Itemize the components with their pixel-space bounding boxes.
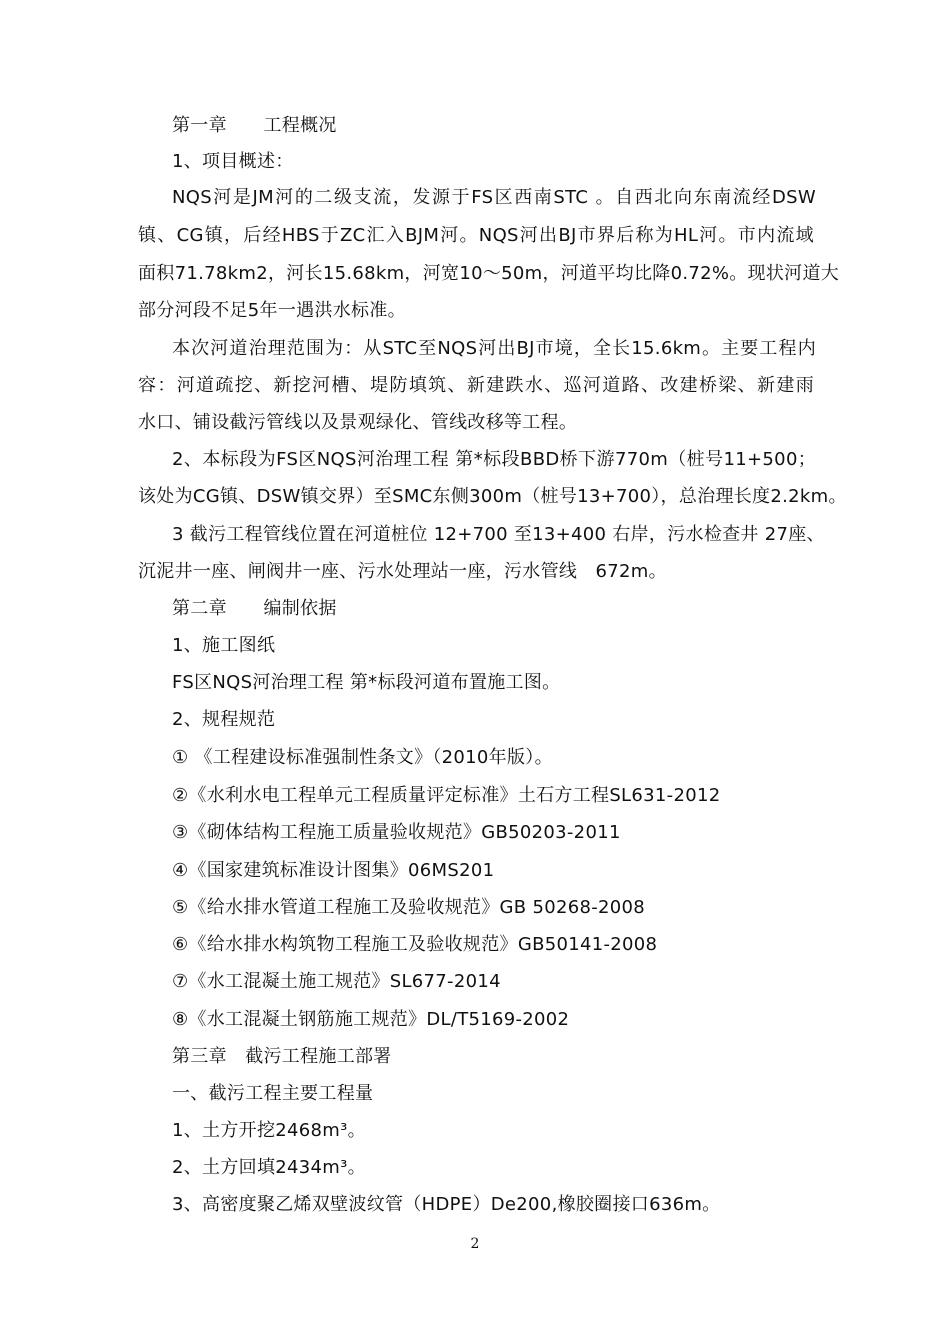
chapter2-title: 第二章 编制依据 [172, 598, 337, 619]
page-number: 2 [470, 1236, 480, 1252]
paragraph-line: 部分河段不足5年一遇洪水标准。 [138, 300, 406, 321]
paragraph-line: 镇、CG镇，后经HBS于ZC汇入BJM河。NQS河出BJ市界后称为HL河。市内流域 [138, 225, 814, 246]
chapter1-title: 第一章 工程概况 [172, 115, 337, 136]
chapter2-section2-heading: 2、规程规范 [172, 709, 276, 730]
paragraph-line: 3 截污工程管线位置在河道桩位 12+700 至13+400 右岸，污水检查井 27座、 [172, 524, 825, 545]
standard-item: ⑤《给水排水管道工程施工及验收规范》GB 50268-2008 [172, 897, 646, 918]
standard-item: ②《水利水电工程单元工程质量评定标准》土石方工程SL631-2012 [172, 785, 721, 806]
paragraph-line: NQS河是JM河的二级支流，发源于FS区西南STC 。自西北向东南流经DSW [172, 187, 816, 208]
standard-item: ① 《工程建设标准强制性条文》（2010年版）。 [172, 747, 553, 768]
chapter1-section1-heading: 1、项目概述： [172, 151, 294, 172]
standard-item: ⑦《水工混凝土施工规范》SL677-2014 [172, 971, 501, 992]
chapter3-title: 第三章 截污工程施工部署 [172, 1046, 392, 1067]
chapter2-section1-heading: 1、施工图纸 [172, 635, 276, 656]
quantity-item: 1、土方开挖2468m³。 [172, 1120, 366, 1141]
quantity-item: 2、土方回填2434m³。 [172, 1157, 366, 1178]
standard-item: ④《国家建筑标准设计图集》06MS201 [172, 860, 495, 881]
standard-item: ⑧《水工混凝土钢筋施工规范》DL/T5169-2002 [172, 1009, 570, 1030]
paragraph-line: 容：河道疏挖、新挖河槽、堤防填筑、新建跌水、巡河道路、改建桥梁、新建雨 [138, 375, 814, 396]
paragraph-line: 该处为CG镇、DSW镇交界）至SMC东侧300m（桩号13+700），总治理长度2.2km。 [138, 486, 847, 507]
paragraph-line: 水口、铺设截污管线以及景观绿化、管线改移等工程。 [138, 412, 578, 433]
paragraph-line: 本次河道治理范围为：从STC至NQS河出BJ市境，全长15.6km。主要工程内 [172, 338, 816, 359]
paragraph-line: 2、本标段为FS区NQS河治理工程 第*标段BBD桥下游770m（桩号11+500； [172, 449, 816, 470]
quantity-item: 3、高密度聚乙烯双壁波纹管（HDPE）De200,橡胶圈接口636m。 [172, 1194, 721, 1215]
standard-item: ⑥《给水排水构筑物工程施工及验收规范》GB50141-2008 [172, 934, 658, 955]
standard-item: ③《砌体结构工程施工质量验收规范》GB50203-2011 [172, 822, 621, 843]
paragraph-line: 面积71.78km2，河长15.68km，河宽10～50m，河道平均比降0.72%。现状河道大 [138, 263, 840, 284]
chapter3-section1-heading: 一、截污工程主要工程量 [172, 1083, 374, 1104]
chapter2-section1-text: FS区NQS河治理工程 第*标段河道布置施工图。 [172, 672, 561, 693]
paragraph-line: 沉泥井一座、闸阀井一座、污水处理站一座，污水管线 672m。 [138, 561, 667, 582]
